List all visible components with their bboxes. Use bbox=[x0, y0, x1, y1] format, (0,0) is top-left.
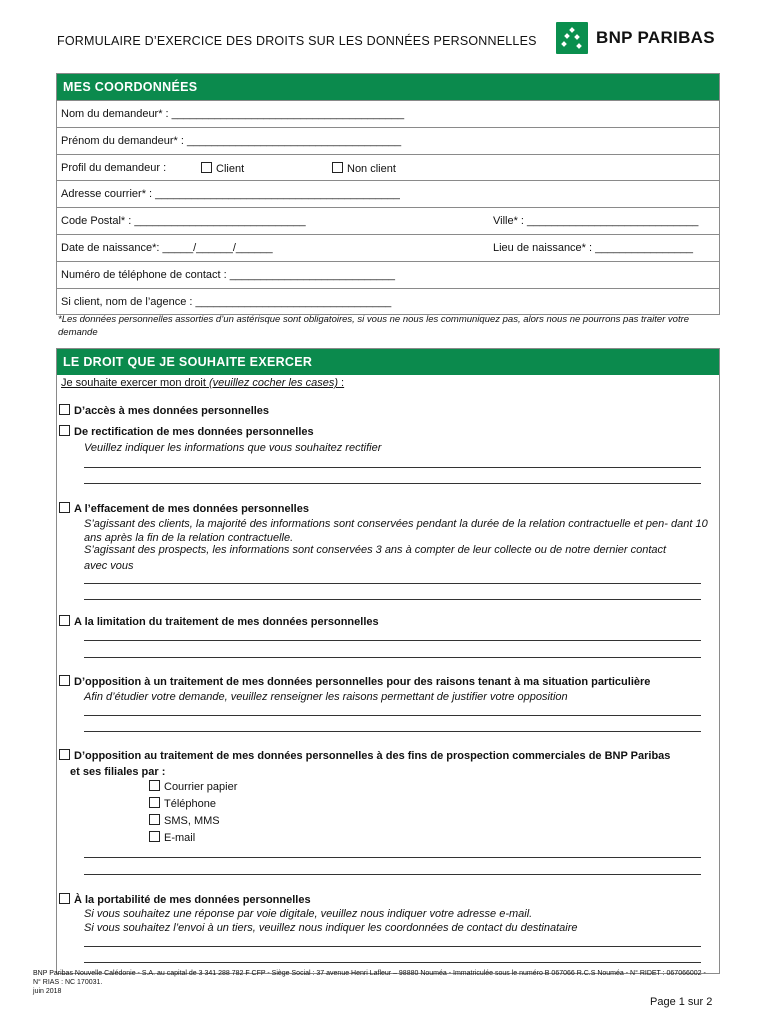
name-field[interactable]: Nom du demandeur* : ______________________________________ bbox=[61, 108, 405, 120]
birthplace-field[interactable]: Lieu de naissance* : ________________ bbox=[493, 241, 694, 254]
section-heading: LE DROIT QUE JE SOUHAITE EXERCER bbox=[57, 349, 719, 375]
profile-label: Profil du demandeur : bbox=[61, 161, 167, 174]
non-client-checkbox[interactable]: Non client bbox=[332, 162, 396, 175]
checkbox-icon[interactable] bbox=[59, 675, 70, 686]
checkbox-icon[interactable] bbox=[59, 502, 70, 513]
checkbox-icon[interactable] bbox=[59, 749, 70, 760]
form-title: FORMULAIRE D’EXERCICE DES DROITS SUR LES DONNÉES PERSONNELLES bbox=[57, 34, 537, 48]
answer-line[interactable] bbox=[84, 731, 701, 732]
agency-row[interactable] bbox=[57, 288, 719, 315]
erasure-desc-prospects: S’agissant des prospects, les informations sont conservées 3 ans à compter de leur collecte ou de notre dernier contact avec vous bbox=[84, 544, 667, 572]
checkbox-icon[interactable] bbox=[59, 404, 70, 415]
option-paper-mail[interactable]: Courrier papier bbox=[149, 780, 237, 793]
answer-line[interactable] bbox=[84, 599, 701, 600]
legal-text: BNP Paribas Nouvelle Calédonie - S.A. au capital de 3 341 288 782 F CFP - Siège Social : 37 avenue Henri Lafleur – 98880 Nouméa - Immatriculée sous le numéro B 067066 R.C.S Nouméa - N° RIDET : 067066002 - N° RIAS : NC 170031. bbox=[33, 970, 706, 986]
answer-line[interactable] bbox=[84, 857, 701, 858]
opposition-desc: Afin d’étudier votre demande, veuillez renseigner les raisons permettant de justifier votre opposition bbox=[84, 691, 568, 703]
answer-line[interactable] bbox=[84, 946, 701, 947]
portability-desc-third: Si vous souhaitez l’envoi à un tiers, veuillez nous indiquer les coordonnées de contact du destinataire bbox=[84, 922, 578, 934]
option-email[interactable]: E-mail bbox=[149, 831, 195, 844]
address-field[interactable]: Adresse courrier* : ________________________________________ bbox=[61, 188, 400, 201]
prospection-line2: et ses filiales par : bbox=[70, 766, 166, 778]
checkbox-icon[interactable] bbox=[59, 615, 70, 626]
page-number: Page 1 sur 2 bbox=[650, 996, 713, 1008]
erasure-desc-clients: S’agissant des clients, la majorité des informations sont conservées pendant la durée de la relation contractuelle et pen- dant 10 ans après la fin de la relation contractuelle. bbox=[84, 518, 708, 544]
checkbox-icon[interactable] bbox=[59, 893, 70, 904]
answer-line[interactable] bbox=[84, 657, 701, 658]
coordinates-section bbox=[56, 73, 720, 315]
option-sms[interactable]: SMS, MMS bbox=[149, 814, 220, 827]
birth-row bbox=[57, 234, 719, 261]
option-phone[interactable]: Téléphone bbox=[149, 797, 216, 810]
section-heading: MES COORDONNÉES bbox=[57, 74, 719, 100]
portability-desc-email: Si vous souhaitez une réponse par voie digitale, veuillez nous indiquer votre adresse e-mail. bbox=[84, 908, 533, 920]
stars-logo-icon bbox=[556, 22, 588, 54]
right-opposition-particular[interactable]: D’opposition à un traitement de mes données personnelles pour des raisons tenant à ma situation particulière bbox=[59, 675, 650, 688]
checkbox-icon[interactable] bbox=[59, 425, 70, 436]
answer-line[interactable] bbox=[84, 467, 701, 468]
mandatory-note: *Les données personnelles assorties d’un astérisque sont obligatoires, si vous ne nous les communiquez pas, alors nous ne pourrons pas traiter votre demande bbox=[58, 314, 690, 338]
right-opposition-prospection[interactable]: D’opposition au traitement de mes données personnelles à des fins de prospection commerciales de BNP Paribas bbox=[59, 749, 670, 762]
answer-line[interactable] bbox=[84, 715, 701, 716]
firstname-field[interactable]: Prénom du demandeur* : ___________________________________ bbox=[61, 134, 402, 147]
postal-row bbox=[57, 207, 719, 234]
agency-field[interactable]: Si client, nom de l’agence : ________________________________ bbox=[61, 295, 392, 308]
rights-section bbox=[56, 348, 720, 974]
rights-intro: Je souhaite exercer mon droit (veuillez cocher les cases) : bbox=[61, 377, 345, 389]
answer-line[interactable] bbox=[84, 640, 701, 641]
name-row[interactable] bbox=[57, 100, 719, 127]
answer-line[interactable] bbox=[84, 583, 701, 584]
legal-footer bbox=[33, 969, 713, 996]
city-field[interactable]: Ville* : ____________________________ bbox=[493, 215, 699, 228]
profile-row bbox=[57, 154, 719, 181]
logo-text: BNP PARIBAS bbox=[596, 28, 715, 47]
rectification-desc: Veuillez indiquer les informations que vous souhaitez rectifier bbox=[84, 442, 382, 454]
right-limitation[interactable]: A la limitation du traitement de mes données personnelles bbox=[59, 615, 379, 628]
checkbox-icon[interactable] bbox=[201, 162, 212, 173]
right-access[interactable]: D’accès à mes données personnelles bbox=[59, 404, 269, 417]
birthdate-field[interactable]: Date de naissance*: _____/______/______ bbox=[61, 241, 273, 254]
answer-line[interactable] bbox=[84, 962, 701, 963]
postal-code-field[interactable]: Code Postal* : ____________________________ bbox=[61, 215, 306, 228]
bnp-logo bbox=[556, 21, 756, 55]
answer-line[interactable] bbox=[84, 874, 701, 875]
checkbox-icon[interactable] bbox=[149, 831, 160, 842]
client-checkbox[interactable]: Client bbox=[201, 162, 244, 175]
checkbox-icon[interactable] bbox=[332, 162, 343, 173]
footer-date: juin 2018 bbox=[33, 988, 62, 995]
phone-field[interactable]: Numéro de téléphone de contact : ___________________________ bbox=[61, 268, 395, 281]
checkbox-icon[interactable] bbox=[149, 780, 160, 791]
phone-row[interactable] bbox=[57, 261, 719, 288]
answer-line[interactable] bbox=[84, 483, 701, 484]
checkbox-icon[interactable] bbox=[149, 797, 160, 808]
right-erasure[interactable]: A l’effacement de mes données personnelles bbox=[59, 502, 309, 515]
checkbox-icon[interactable] bbox=[149, 814, 160, 825]
firstname-row[interactable] bbox=[57, 127, 719, 154]
right-portability[interactable]: À la portabilité de mes données personnelles bbox=[59, 893, 311, 906]
right-rectification[interactable]: De rectification de mes données personnelles bbox=[59, 425, 314, 438]
address-row[interactable] bbox=[57, 180, 719, 207]
